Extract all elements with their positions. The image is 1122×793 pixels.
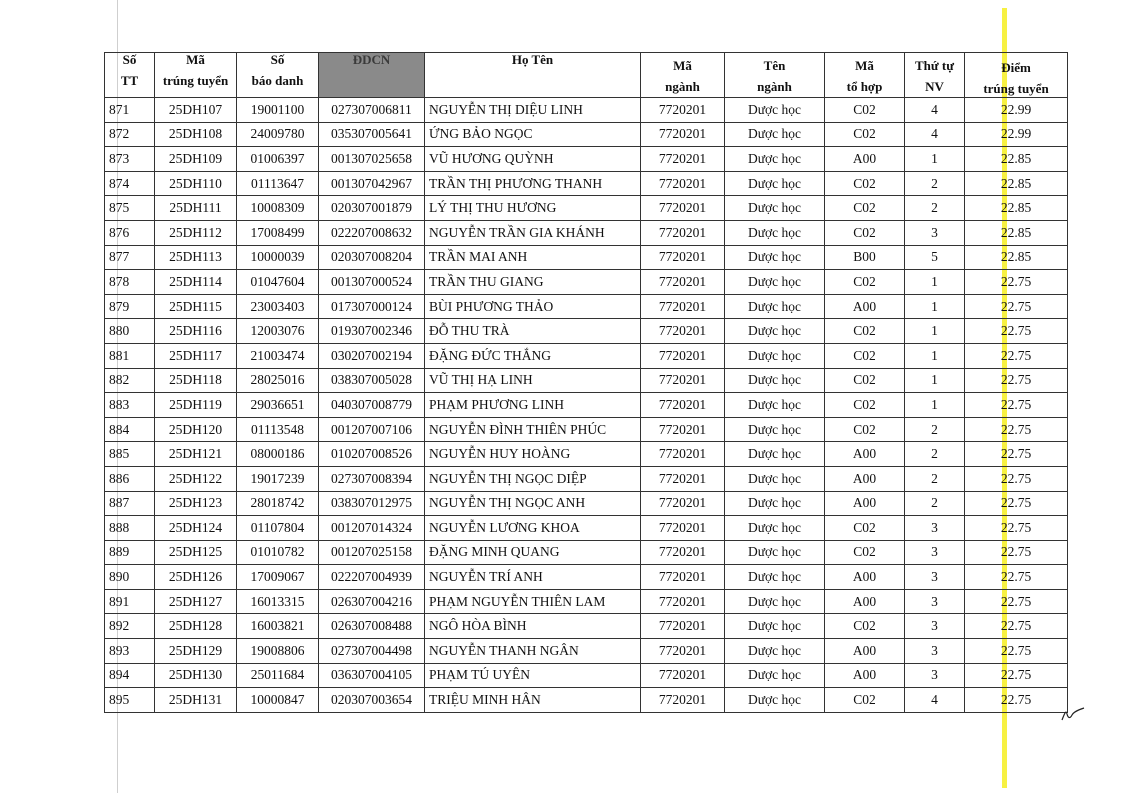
row-diem: 22.75 xyxy=(965,343,1068,368)
row-stt: 894 xyxy=(105,663,155,688)
row-thu-tu-nv: 1 xyxy=(905,270,965,295)
table-row xyxy=(105,589,1068,614)
row-ddcn: 026307004216 xyxy=(319,589,425,614)
row-ddcn: 022207008632 xyxy=(319,220,425,245)
row-ma-nganh: 7720201 xyxy=(641,220,725,245)
table-row xyxy=(105,245,1068,270)
row-so-bao-danh: 19017239 xyxy=(237,466,319,491)
row-ddcn: 001307000524 xyxy=(319,270,425,295)
row-so-bao-danh: 01113548 xyxy=(237,417,319,442)
row-ma-trung-tuyen: 25DH117 xyxy=(155,343,237,368)
row-so-bao-danh: 28025016 xyxy=(237,368,319,393)
row-ma-to-hop: A00 xyxy=(825,147,905,172)
row-ten-nganh: Dược học xyxy=(725,393,825,418)
row-ma-trung-tuyen: 25DH124 xyxy=(155,516,237,541)
row-stt: 875 xyxy=(105,196,155,221)
row-ddcn: 040307008779 xyxy=(319,393,425,418)
row-ddcn: 001307025658 xyxy=(319,147,425,172)
row-ma-trung-tuyen: 25DH109 xyxy=(155,147,237,172)
header-ten-nganh: Tên ngành xyxy=(725,53,825,98)
row-ma-nganh: 7720201 xyxy=(641,245,725,270)
row-ma-to-hop: A00 xyxy=(825,491,905,516)
row-ma-nganh: 7720201 xyxy=(641,540,725,565)
row-stt: 873 xyxy=(105,147,155,172)
table-row xyxy=(105,220,1068,245)
row-ma-to-hop: C02 xyxy=(825,196,905,221)
row-ma-to-hop: A00 xyxy=(825,466,905,491)
row-ddcn: 038307005028 xyxy=(319,368,425,393)
table-row xyxy=(105,368,1068,393)
row-so-bao-danh: 23003403 xyxy=(237,294,319,319)
row-ma-trung-tuyen: 25DH122 xyxy=(155,466,237,491)
row-so-bao-danh: 08000186 xyxy=(237,442,319,467)
row-diem: 22.85 xyxy=(965,171,1068,196)
row-ma-to-hop: C02 xyxy=(825,516,905,541)
row-stt: 886 xyxy=(105,466,155,491)
row-ma-nganh: 7720201 xyxy=(641,565,725,590)
row-ma-to-hop: A00 xyxy=(825,589,905,614)
row-ma-to-hop: C02 xyxy=(825,540,905,565)
row-ho-ten: NGÔ HÒA BÌNH xyxy=(425,614,641,639)
row-ho-ten: LÝ THỊ THU HƯƠNG xyxy=(425,196,641,221)
row-ma-nganh: 7720201 xyxy=(641,171,725,196)
row-so-bao-danh: 01006397 xyxy=(237,147,319,172)
row-diem: 22.75 xyxy=(965,417,1068,442)
row-ho-ten: TRẦN MAI ANH xyxy=(425,245,641,270)
row-ma-trung-tuyen: 25DH115 xyxy=(155,294,237,319)
row-ho-ten: ĐẶNG ĐỨC THẮNG xyxy=(425,343,641,368)
row-ma-to-hop: A00 xyxy=(825,565,905,590)
row-diem: 22.85 xyxy=(965,196,1068,221)
table-row xyxy=(105,122,1068,147)
row-stt: 893 xyxy=(105,639,155,664)
row-thu-tu-nv: 1 xyxy=(905,343,965,368)
row-ddcn: 027307004498 xyxy=(319,639,425,664)
row-ma-to-hop: C02 xyxy=(825,270,905,295)
row-so-bao-danh: 01047604 xyxy=(237,270,319,295)
row-ma-nganh: 7720201 xyxy=(641,442,725,467)
row-ma-nganh: 7720201 xyxy=(641,122,725,147)
table-row xyxy=(105,196,1068,221)
row-ddcn: 022207004939 xyxy=(319,565,425,590)
table-row xyxy=(105,294,1068,319)
row-stt: 881 xyxy=(105,343,155,368)
table-row xyxy=(105,171,1068,196)
table-row xyxy=(105,516,1068,541)
row-diem: 22.75 xyxy=(965,319,1068,344)
row-ma-nganh: 7720201 xyxy=(641,417,725,442)
table-row xyxy=(105,663,1068,688)
row-ma-trung-tuyen: 25DH126 xyxy=(155,565,237,590)
admission-results-table xyxy=(104,52,1068,713)
row-diem: 22.75 xyxy=(965,442,1068,467)
row-so-bao-danh: 17008499 xyxy=(237,220,319,245)
row-stt: 890 xyxy=(105,565,155,590)
row-so-bao-danh: 29036651 xyxy=(237,393,319,418)
row-ma-trung-tuyen: 25DH121 xyxy=(155,442,237,467)
row-ddcn: 010207008526 xyxy=(319,442,425,467)
row-stt: 891 xyxy=(105,589,155,614)
header-ddcn: ĐDCN xyxy=(319,53,425,98)
row-ten-nganh: Dược học xyxy=(725,688,825,713)
row-ddcn: 026307008488 xyxy=(319,614,425,639)
row-thu-tu-nv: 2 xyxy=(905,466,965,491)
row-so-bao-danh: 01107804 xyxy=(237,516,319,541)
table-row xyxy=(105,639,1068,664)
row-stt: 874 xyxy=(105,171,155,196)
row-ma-trung-tuyen: 25DH116 xyxy=(155,319,237,344)
row-stt: 877 xyxy=(105,245,155,270)
row-ddcn: 030207002194 xyxy=(319,343,425,368)
row-ho-ten: NGUYỄN LƯƠNG KHOA xyxy=(425,516,641,541)
row-ma-nganh: 7720201 xyxy=(641,614,725,639)
row-ten-nganh: Dược học xyxy=(725,270,825,295)
row-ten-nganh: Dược học xyxy=(725,319,825,344)
row-ho-ten: BÙI PHƯƠNG THẢO xyxy=(425,294,641,319)
row-ten-nganh: Dược học xyxy=(725,147,825,172)
header-so-bao-danh: Số báo danh xyxy=(237,53,319,98)
row-ma-trung-tuyen: 25DH127 xyxy=(155,589,237,614)
row-diem: 22.75 xyxy=(965,589,1068,614)
row-ma-nganh: 7720201 xyxy=(641,688,725,713)
header-ma-trung-tuyen: Mã trúng tuyển xyxy=(155,53,237,98)
row-ddcn: 020307001879 xyxy=(319,196,425,221)
row-thu-tu-nv: 1 xyxy=(905,147,965,172)
row-thu-tu-nv: 3 xyxy=(905,589,965,614)
row-ma-to-hop: C02 xyxy=(825,98,905,123)
row-diem: 22.75 xyxy=(965,393,1068,418)
row-so-bao-danh: 01010782 xyxy=(237,540,319,565)
row-diem: 22.75 xyxy=(965,491,1068,516)
row-thu-tu-nv: 3 xyxy=(905,540,965,565)
row-ma-trung-tuyen: 25DH114 xyxy=(155,270,237,295)
table-row xyxy=(105,688,1068,713)
row-ma-to-hop: C02 xyxy=(825,393,905,418)
table-row xyxy=(105,98,1068,123)
row-ho-ten: VŨ HƯƠNG QUỲNH xyxy=(425,147,641,172)
row-ho-ten: ĐẶNG MINH QUANG xyxy=(425,540,641,565)
row-diem: 22.85 xyxy=(965,147,1068,172)
row-stt: 889 xyxy=(105,540,155,565)
row-ho-ten: NGUYỄN TRÍ ANH xyxy=(425,565,641,590)
row-thu-tu-nv: 4 xyxy=(905,688,965,713)
row-ma-to-hop: C02 xyxy=(825,122,905,147)
row-stt: 872 xyxy=(105,122,155,147)
row-stt: 895 xyxy=(105,688,155,713)
row-ma-trung-tuyen: 25DH119 xyxy=(155,393,237,418)
row-ma-nganh: 7720201 xyxy=(641,343,725,368)
row-thu-tu-nv: 4 xyxy=(905,122,965,147)
row-ma-to-hop: C02 xyxy=(825,368,905,393)
row-ma-trung-tuyen: 25DH112 xyxy=(155,220,237,245)
row-so-bao-danh: 19008806 xyxy=(237,639,319,664)
row-diem: 22.75 xyxy=(965,294,1068,319)
header-ma-to-hop: Mã tổ hợp xyxy=(825,53,905,98)
row-ma-trung-tuyen: 25DH123 xyxy=(155,491,237,516)
row-ma-trung-tuyen: 25DH113 xyxy=(155,245,237,270)
row-ten-nganh: Dược học xyxy=(725,417,825,442)
row-stt: 887 xyxy=(105,491,155,516)
row-ma-nganh: 7720201 xyxy=(641,319,725,344)
row-ten-nganh: Dược học xyxy=(725,122,825,147)
row-thu-tu-nv: 3 xyxy=(905,614,965,639)
row-so-bao-danh: 12003076 xyxy=(237,319,319,344)
row-so-bao-danh: 28018742 xyxy=(237,491,319,516)
row-ten-nganh: Dược học xyxy=(725,171,825,196)
row-stt: 879 xyxy=(105,294,155,319)
row-thu-tu-nv: 2 xyxy=(905,442,965,467)
row-ho-ten: NGUYỄN ĐÌNH THIÊN PHÚC xyxy=(425,417,641,442)
row-ma-nganh: 7720201 xyxy=(641,589,725,614)
row-ma-to-hop: B00 xyxy=(825,245,905,270)
row-thu-tu-nv: 1 xyxy=(905,319,965,344)
row-ten-nganh: Dược học xyxy=(725,565,825,590)
row-ma-nganh: 7720201 xyxy=(641,466,725,491)
row-ten-nganh: Dược học xyxy=(725,589,825,614)
header-stt: Số TT xyxy=(105,53,155,98)
row-thu-tu-nv: 3 xyxy=(905,220,965,245)
row-thu-tu-nv: 3 xyxy=(905,565,965,590)
row-stt: 878 xyxy=(105,270,155,295)
row-stt: 888 xyxy=(105,516,155,541)
row-ho-ten: NGUYỄN THỊ DIỆU LINH xyxy=(425,98,641,123)
row-ddcn: 019307002346 xyxy=(319,319,425,344)
row-ma-to-hop: C02 xyxy=(825,688,905,713)
row-diem: 22.75 xyxy=(965,368,1068,393)
row-ddcn: 020307008204 xyxy=(319,245,425,270)
row-ma-nganh: 7720201 xyxy=(641,663,725,688)
row-diem: 22.75 xyxy=(965,466,1068,491)
row-diem: 22.99 xyxy=(965,122,1068,147)
row-ho-ten: NGUYỄN HUY HOÀNG xyxy=(425,442,641,467)
row-ma-nganh: 7720201 xyxy=(641,491,725,516)
row-ten-nganh: Dược học xyxy=(725,663,825,688)
row-so-bao-danh: 25011684 xyxy=(237,663,319,688)
row-thu-tu-nv: 4 xyxy=(905,98,965,123)
table-row xyxy=(105,393,1068,418)
row-ten-nganh: Dược học xyxy=(725,343,825,368)
row-stt: 871 xyxy=(105,98,155,123)
row-ho-ten: ỨNG BẢO NGỌC xyxy=(425,122,641,147)
row-ddcn: 038307012975 xyxy=(319,491,425,516)
row-thu-tu-nv: 1 xyxy=(905,294,965,319)
row-ho-ten: TRIỆU MINH HÂN xyxy=(425,688,641,713)
row-stt: 880 xyxy=(105,319,155,344)
row-ma-to-hop: C02 xyxy=(825,343,905,368)
row-stt: 892 xyxy=(105,614,155,639)
table-row xyxy=(105,442,1068,467)
row-diem: 22.75 xyxy=(965,688,1068,713)
row-ho-ten: NGUYỄN THỊ NGỌC DIỆP xyxy=(425,466,641,491)
table-row xyxy=(105,319,1068,344)
row-ten-nganh: Dược học xyxy=(725,639,825,664)
row-ddcn: 036307004105 xyxy=(319,663,425,688)
row-ddcn: 001307042967 xyxy=(319,171,425,196)
row-ho-ten: NGUYỄN TRẦN GIA KHÁNH xyxy=(425,220,641,245)
table-row xyxy=(105,491,1068,516)
row-ten-nganh: Dược học xyxy=(725,220,825,245)
row-ma-trung-tuyen: 25DH111 xyxy=(155,196,237,221)
row-ma-nganh: 7720201 xyxy=(641,98,725,123)
row-thu-tu-nv: 2 xyxy=(905,171,965,196)
row-thu-tu-nv: 2 xyxy=(905,196,965,221)
row-ddcn: 027307006811 xyxy=(319,98,425,123)
row-thu-tu-nv: 3 xyxy=(905,516,965,541)
row-ten-nganh: Dược học xyxy=(725,196,825,221)
row-ten-nganh: Dược học xyxy=(725,614,825,639)
row-ma-trung-tuyen: 25DH125 xyxy=(155,540,237,565)
row-diem: 22.75 xyxy=(965,639,1068,664)
row-ma-nganh: 7720201 xyxy=(641,147,725,172)
row-ma-nganh: 7720201 xyxy=(641,368,725,393)
row-ma-nganh: 7720201 xyxy=(641,639,725,664)
row-ten-nganh: Dược học xyxy=(725,466,825,491)
row-thu-tu-nv: 1 xyxy=(905,368,965,393)
row-ddcn: 001207025158 xyxy=(319,540,425,565)
row-ma-nganh: 7720201 xyxy=(641,270,725,295)
row-ma-to-hop: A00 xyxy=(825,442,905,467)
row-ma-nganh: 7720201 xyxy=(641,294,725,319)
row-so-bao-danh: 10000039 xyxy=(237,245,319,270)
row-ho-ten: PHẠM TÚ UYÊN xyxy=(425,663,641,688)
row-diem: 22.75 xyxy=(965,540,1068,565)
row-ten-nganh: Dược học xyxy=(725,540,825,565)
table-row xyxy=(105,147,1068,172)
row-ma-trung-tuyen: 25DH130 xyxy=(155,663,237,688)
row-ma-trung-tuyen: 25DH110 xyxy=(155,171,237,196)
row-ddcn: 027307008394 xyxy=(319,466,425,491)
row-ma-to-hop: A00 xyxy=(825,639,905,664)
table-row xyxy=(105,343,1068,368)
row-stt: 882 xyxy=(105,368,155,393)
row-so-bao-danh: 16003821 xyxy=(237,614,319,639)
row-so-bao-danh: 21003474 xyxy=(237,343,319,368)
row-stt: 876 xyxy=(105,220,155,245)
table-row xyxy=(105,565,1068,590)
row-ho-ten: PHẠM PHƯƠNG LINH xyxy=(425,393,641,418)
row-ma-trung-tuyen: 25DH107 xyxy=(155,98,237,123)
table-row xyxy=(105,466,1068,491)
row-ho-ten: ĐỖ THU TRÀ xyxy=(425,319,641,344)
row-ho-ten: TRẦN THỊ PHƯƠNG THANH xyxy=(425,171,641,196)
header-thu-tu-nv: Thứ tự NV xyxy=(905,53,965,98)
row-diem: 22.75 xyxy=(965,663,1068,688)
row-so-bao-danh: 16013315 xyxy=(237,589,319,614)
row-diem: 22.75 xyxy=(965,565,1068,590)
row-ddcn: 001207014324 xyxy=(319,516,425,541)
row-ho-ten: VŨ THỊ HẠ LINH xyxy=(425,368,641,393)
row-ma-to-hop: C02 xyxy=(825,220,905,245)
row-ddcn: 001207007106 xyxy=(319,417,425,442)
row-ddcn: 020307003654 xyxy=(319,688,425,713)
row-ho-ten: NGUYỄN THANH NGÂN xyxy=(425,639,641,664)
row-ho-ten: NGUYỄN THỊ NGỌC ANH xyxy=(425,491,641,516)
header-ho-ten: Họ Tên xyxy=(425,53,641,98)
table-row xyxy=(105,540,1068,565)
row-ma-trung-tuyen: 25DH120 xyxy=(155,417,237,442)
row-diem: 22.85 xyxy=(965,245,1068,270)
row-ho-ten: TRẦN THU GIANG xyxy=(425,270,641,295)
row-so-bao-danh: 10008309 xyxy=(237,196,319,221)
header-diem-trung-tuyen: Điểm trúng tuyển xyxy=(965,53,1068,98)
row-ma-to-hop: C02 xyxy=(825,417,905,442)
row-thu-tu-nv: 2 xyxy=(905,491,965,516)
row-so-bao-danh: 10000847 xyxy=(237,688,319,713)
row-thu-tu-nv: 3 xyxy=(905,663,965,688)
row-ma-trung-tuyen: 25DH129 xyxy=(155,639,237,664)
row-thu-tu-nv: 3 xyxy=(905,639,965,664)
row-ma-to-hop: A00 xyxy=(825,294,905,319)
row-thu-tu-nv: 2 xyxy=(905,417,965,442)
table-body xyxy=(105,98,1068,713)
row-ten-nganh: Dược học xyxy=(725,98,825,123)
row-ma-to-hop: C02 xyxy=(825,171,905,196)
row-diem: 22.85 xyxy=(965,220,1068,245)
table-row xyxy=(105,417,1068,442)
row-ddcn: 035307005641 xyxy=(319,122,425,147)
row-so-bao-danh: 01113647 xyxy=(237,171,319,196)
row-ma-to-hop: C02 xyxy=(825,614,905,639)
row-ma-to-hop: C02 xyxy=(825,319,905,344)
row-thu-tu-nv: 1 xyxy=(905,393,965,418)
row-ma-trung-tuyen: 25DH128 xyxy=(155,614,237,639)
row-ma-nganh: 7720201 xyxy=(641,516,725,541)
row-ten-nganh: Dược học xyxy=(725,516,825,541)
row-so-bao-danh: 19001100 xyxy=(237,98,319,123)
row-ma-nganh: 7720201 xyxy=(641,196,725,221)
row-diem: 22.75 xyxy=(965,270,1068,295)
row-thu-tu-nv: 5 xyxy=(905,245,965,270)
row-stt: 884 xyxy=(105,417,155,442)
row-ten-nganh: Dược học xyxy=(725,368,825,393)
row-ddcn: 017307000124 xyxy=(319,294,425,319)
row-ma-nganh: 7720201 xyxy=(641,393,725,418)
row-ma-trung-tuyen: 25DH108 xyxy=(155,122,237,147)
row-diem: 22.75 xyxy=(965,516,1068,541)
row-diem: 22.75 xyxy=(965,614,1068,639)
row-ho-ten: PHẠM NGUYỄN THIÊN LAM xyxy=(425,589,641,614)
table-header-row xyxy=(105,53,1068,98)
row-ten-nganh: Dược học xyxy=(725,491,825,516)
row-ma-to-hop: A00 xyxy=(825,663,905,688)
row-stt: 885 xyxy=(105,442,155,467)
row-so-bao-danh: 24009780 xyxy=(237,122,319,147)
row-ma-trung-tuyen: 25DH118 xyxy=(155,368,237,393)
row-diem: 22.99 xyxy=(965,98,1068,123)
header-ma-nganh: Mã ngành xyxy=(641,53,725,98)
row-stt: 883 xyxy=(105,393,155,418)
row-so-bao-danh: 17009067 xyxy=(237,565,319,590)
row-ma-trung-tuyen: 25DH131 xyxy=(155,688,237,713)
table-row xyxy=(105,614,1068,639)
row-ten-nganh: Dược học xyxy=(725,245,825,270)
row-ten-nganh: Dược học xyxy=(725,294,825,319)
table-row xyxy=(105,270,1068,295)
row-ten-nganh: Dược học xyxy=(725,442,825,467)
